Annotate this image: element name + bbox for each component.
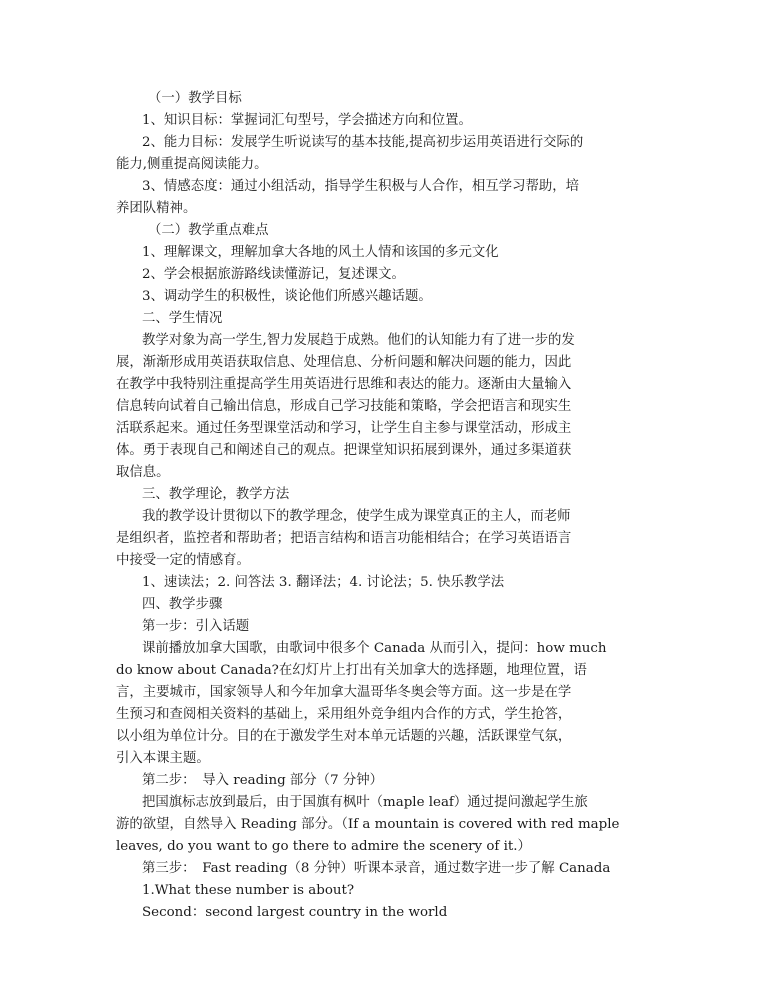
paragraph-line: 中接受一定的情感育。 — [116, 553, 250, 568]
answer-line: Second：second largest country in the world — [142, 905, 448, 920]
section-heading-key-points: （二）教学重点难点 — [148, 223, 269, 238]
paragraph-line: 3、调动学生的积极性，谈论他们所感兴趣话题。 — [142, 289, 432, 304]
paragraph-line: 课前播放加拿大国歌，由歌词中很多个 Canada 从而引入，提问：how much — [142, 641, 607, 656]
paragraph-line: 1、理解课文，理解加拿大各地的风土人情和该国的多元文化 — [142, 245, 499, 260]
paragraph-line: 养团队精神。 — [116, 201, 197, 216]
section-heading-objectives: （一）教学目标 — [148, 91, 242, 106]
step-one-heading: 第一步：引入话题 — [142, 619, 250, 634]
methods-list: 1、速读法；2. 问答法 3. 翻译法；4. 讨论法；5. 快乐教学法 — [142, 575, 505, 590]
paragraph-line: 取信息。 — [116, 465, 170, 480]
paragraph-line: 在教学中我特别注重提高学生用英语进行思维和表达的能力。逐渐由大量输入 — [116, 377, 572, 392]
paragraph-line: 是组织者，监控者和帮助者；把语言结构和语言功能相结合；在学习英语语言 — [116, 531, 572, 546]
paragraph-line: 把国旗标志放到最后，由于国旗有枫叶（maple leaf）通过提问激起学生旅 — [142, 795, 588, 810]
paragraph-line: 1、知识目标：掌握词汇句型号，学会描述方向和位置。 — [142, 113, 472, 128]
section-heading-theory: 三、教学理论，教学方法 — [142, 487, 290, 502]
paragraph-line: 游的欲望，自然导入 Reading 部分。（If a mountain is covered with red maple — [116, 817, 620, 832]
paragraph-line: 言，主要城市，国家领导人和今年加拿大温哥华冬奥会等方面。这一步是在学 — [116, 685, 572, 700]
paragraph-line: 以小组为单位计分。目的在于激发学生对本单元话题的兴趣，活跃课堂气氛， — [116, 729, 572, 744]
paragraph-line: 教学对象为高一学生,智力发展趋于成熟。他们的认知能力有了进一步的发 — [142, 333, 575, 348]
paragraph-line: leaves, do you want to go there to admire the scenery of it.） — [116, 839, 531, 854]
paragraph-line: 2、能力目标：发展学生听说读写的基本技能,提高初步运用英语进行交际的 — [142, 135, 584, 150]
step-two-heading: 第二步： 导入 reading 部分（7 分钟） — [142, 773, 384, 788]
paragraph-line: 活联系起来。通过任务型课堂活动和学习，让学生自主参与课堂活动，形成主 — [116, 421, 572, 436]
paragraph-line: 能力,侧重提高阅读能力。 — [116, 157, 268, 172]
paragraph-line: do know about Canada?在幻灯片上打出有关加拿大的选择题，地理位置，语 — [116, 663, 587, 678]
paragraph-line: 展，渐渐形成用英语获取信息、处理信息、分析问题和解决问题的能力，因此 — [116, 355, 572, 370]
paragraph-line: 2、学会根据旅游路线读懂游记，复述课文。 — [142, 267, 405, 282]
section-heading-students: 二、学生情况 — [142, 311, 223, 326]
paragraph-line: 我的教学设计贯彻以下的教学理念，使学生成为课堂真正的主人，而老师 — [142, 509, 571, 524]
section-heading-steps: 四、教学步骤 — [142, 597, 223, 612]
paragraph-line: 3、情感态度：通过小组活动，指导学生积极与人合作，相互学习帮助，培 — [142, 179, 580, 194]
paragraph-line: 信息转向试着自己输出信息，形成自己学习技能和策略，学会把语言和现实生 — [116, 399, 572, 414]
paragraph-line: 引入本课主题。 — [116, 751, 210, 766]
step-three-heading: 第三步： Fast reading（8 分钟）听课本录音，通过数字进一步了解 Canada — [142, 861, 611, 876]
paragraph-line: 体。勇于表现自己和阐述自己的观点。把课堂知识拓展到课外，通过多渠道获 — [116, 443, 572, 458]
paragraph-line: 生预习和查阅相关资料的基础上，采用组外竞争组内合作的方式，学生抢答， — [116, 707, 572, 722]
question-line: 1.What these number is about? — [142, 883, 355, 898]
